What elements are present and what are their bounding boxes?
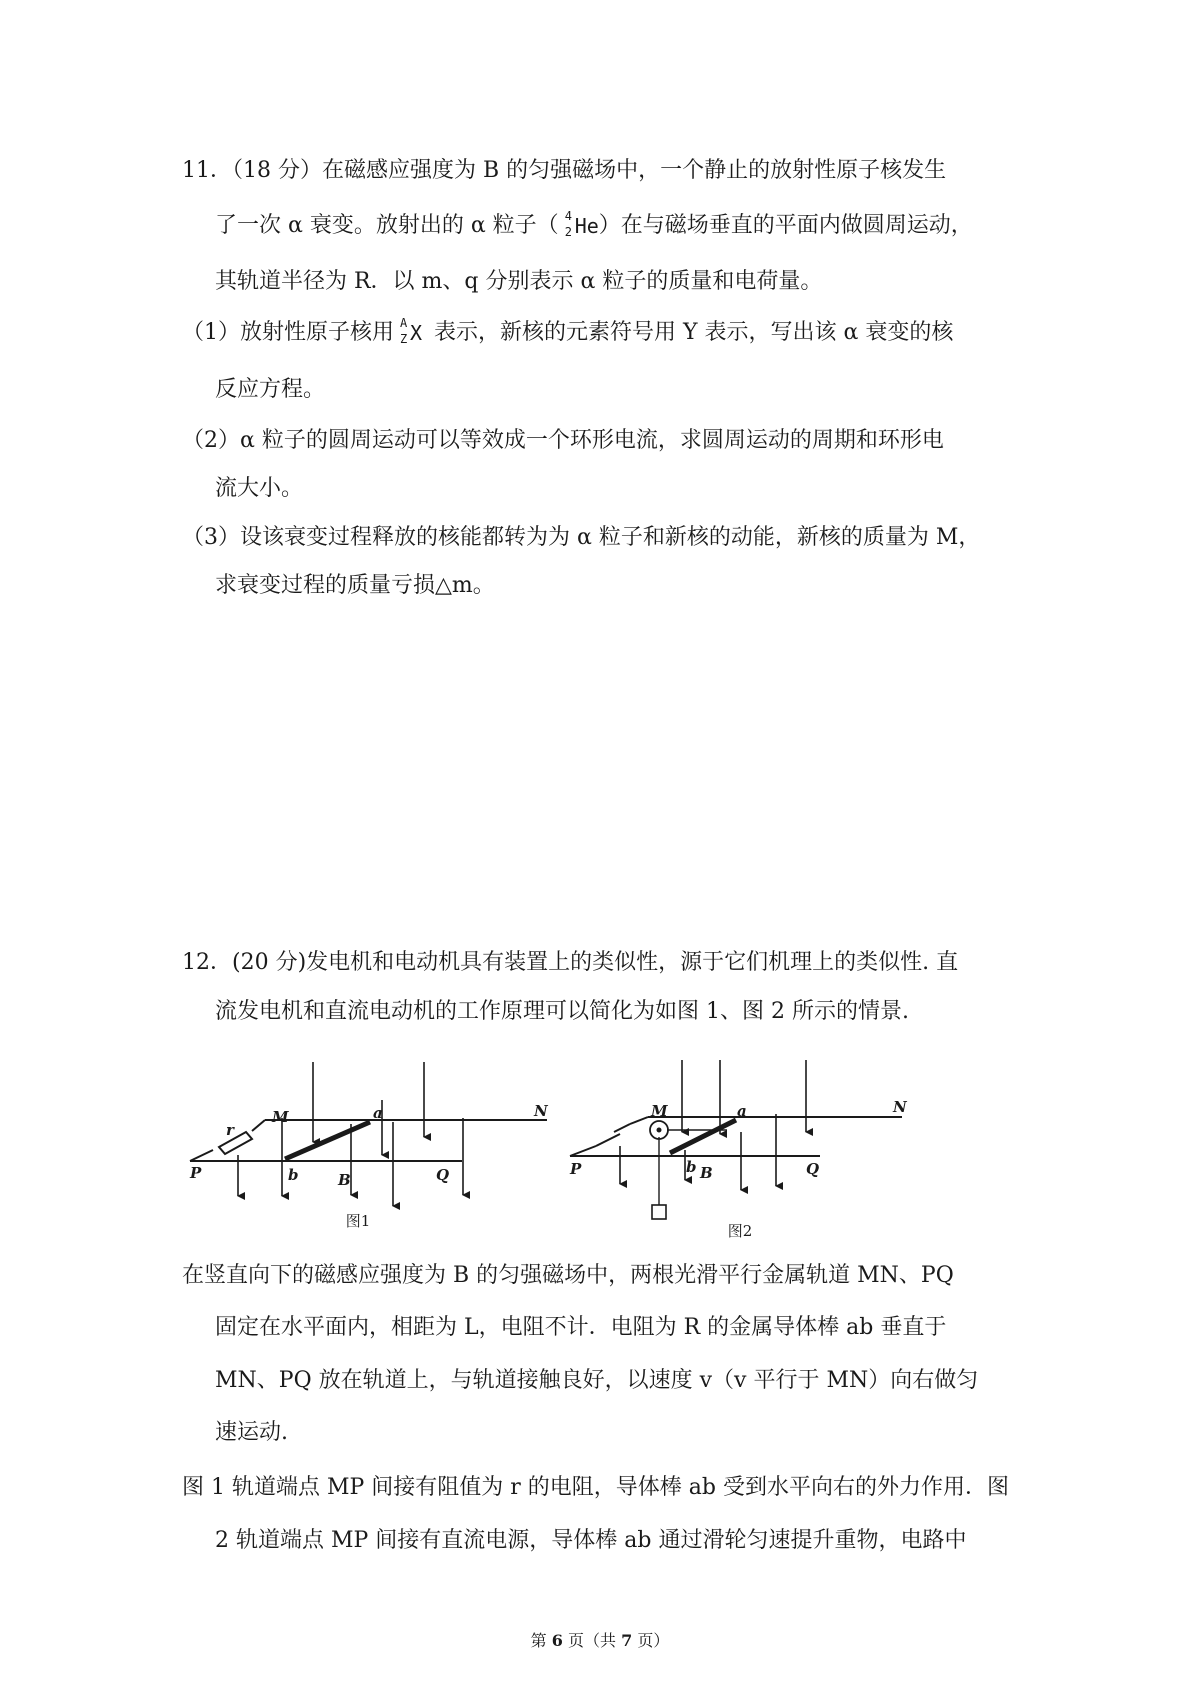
label-r: r [226,1121,234,1139]
q12-paragraph-2-line-2: 2 轨道端点 MP 间接有直流电源，导体棒 ab 通过滑轮匀速提升重物，电路中 [215,1528,967,1553]
q12-paragraph-1-line-4: 速运动. [215,1420,288,1445]
figure-1-generator-diagram [180,1050,560,1235]
q12-paragraph-1-line-3: MN、PQ 放在轨道上，与轨道接触良好，以速度 v（v 平行于 MN）向右做匀 [215,1368,979,1393]
label-m: M [651,1102,668,1120]
label-a: a [737,1102,747,1120]
helium-mass-number: 4 [564,209,572,223]
parent-atomic-number: Z [400,332,408,346]
label-b: b [686,1158,697,1176]
q11-line-2-pre: 了一次 α 衰变。放射出的 α 粒子（ [215,213,559,238]
parent-mass-number: A [400,316,408,330]
q12-line-2: 流发电机和直流电动机的工作原理可以简化为如图 1、图 2 所示的情景. [215,999,909,1024]
conductor-rod-ab [285,1122,370,1159]
figure-2-caption: 图2 [727,1222,753,1240]
end-lower-segment [190,1150,213,1161]
helium-nuclide-symbol [559,210,599,242]
helium-atomic-number: 2 [564,225,572,239]
label-q: Q [806,1160,820,1178]
q11-part-1-line-1 [182,317,953,349]
q12-line-1: 12．(20 分)发电机和电动机具有装置上的类似性，源于它们机理上的类似性. 直 [182,950,959,975]
label-m: M [272,1108,289,1126]
conductor-rod-ab [670,1120,736,1153]
label-a: a [373,1104,383,1122]
weight-block-icon [652,1205,666,1219]
label-field-b: B [338,1171,351,1189]
parent-nuclide-symbol [394,317,434,349]
q11-part-2-line-1: （2）α 粒子的圆周运动可以等效成一个环形电流，求圆周运动的周期和环形电 [182,428,944,453]
q11-part-1-line-2: 反应方程。 [215,377,326,402]
q11-part-3-line-2: 求衰变过程的质量亏损△m。 [215,573,495,598]
total-pages: 7 [621,1631,633,1650]
q11-line-2 [215,210,973,242]
figure-1-caption: 图1 [345,1212,371,1230]
q11-part-2-line-2: 流大小。 [215,476,304,501]
footer-prefix: 第 [530,1631,552,1650]
q12-paragraph-1-line-2: 固定在水平面内，相距为 L，电阻不计．电阻为 R 的金属导体棒 ab 垂直于 [215,1315,947,1340]
q11-line-3: 其轨道半径为 R．以 m、q 分别表示 α 粒子的质量和电荷量。 [215,269,823,294]
label-q: Q [436,1166,450,1184]
battery-long-plate [596,1134,620,1146]
page-footer [0,1628,1200,1651]
label-field-b: B [700,1164,713,1182]
q12-paragraph-2-line-1: 图 1 轨道端点 MP 间接有阻值为 r 的电阻，导体棒 ab 受到水平向右的外力作用．图 [182,1475,1009,1500]
figure-2-motor-diagram [562,1050,920,1245]
end-upper-segment [252,1120,265,1131]
q11-line-1: 11．（18 分）在磁感应强度为 B 的匀强磁场中，一个静止的放射性原子核发生 [182,158,947,183]
footer-middle: 页（共 [562,1631,622,1650]
battery-lead-lower [570,1146,596,1156]
resistor-r [219,1132,252,1154]
label-p: P [190,1164,202,1182]
label-n: N [534,1102,548,1120]
q11-part-1-post: 表示，新核的元素符号用 Y 表示，写出该 α 衰变的核 [434,320,954,345]
label-n: N [893,1098,907,1116]
label-b: b [288,1166,299,1184]
q11-part-1-pre: （1）放射性原子核用 [182,320,394,345]
q12-paragraph-1-line-1: 在竖直向下的磁感应强度为 B 的匀强磁场中，两根光滑平行金属轨道 MN、PQ [182,1263,954,1288]
battery-lead-upper [630,1117,648,1124]
label-p: P [570,1160,582,1178]
helium-element-symbol: He [574,214,599,238]
q11-part-3-line-1: （3）设该衰变过程释放的核能都转为为 α 粒子和新核的动能，新核的质量为 M， [182,525,981,550]
battery-short-plate [614,1124,630,1132]
pulley-axle-icon [657,1128,662,1133]
footer-suffix: 页） [632,1631,670,1650]
parent-element-symbol: X [410,321,423,345]
page-number: 6 [551,1631,563,1650]
q11-line-2-post: ）在与磁场垂直的平面内做圆周运动， [598,213,973,238]
